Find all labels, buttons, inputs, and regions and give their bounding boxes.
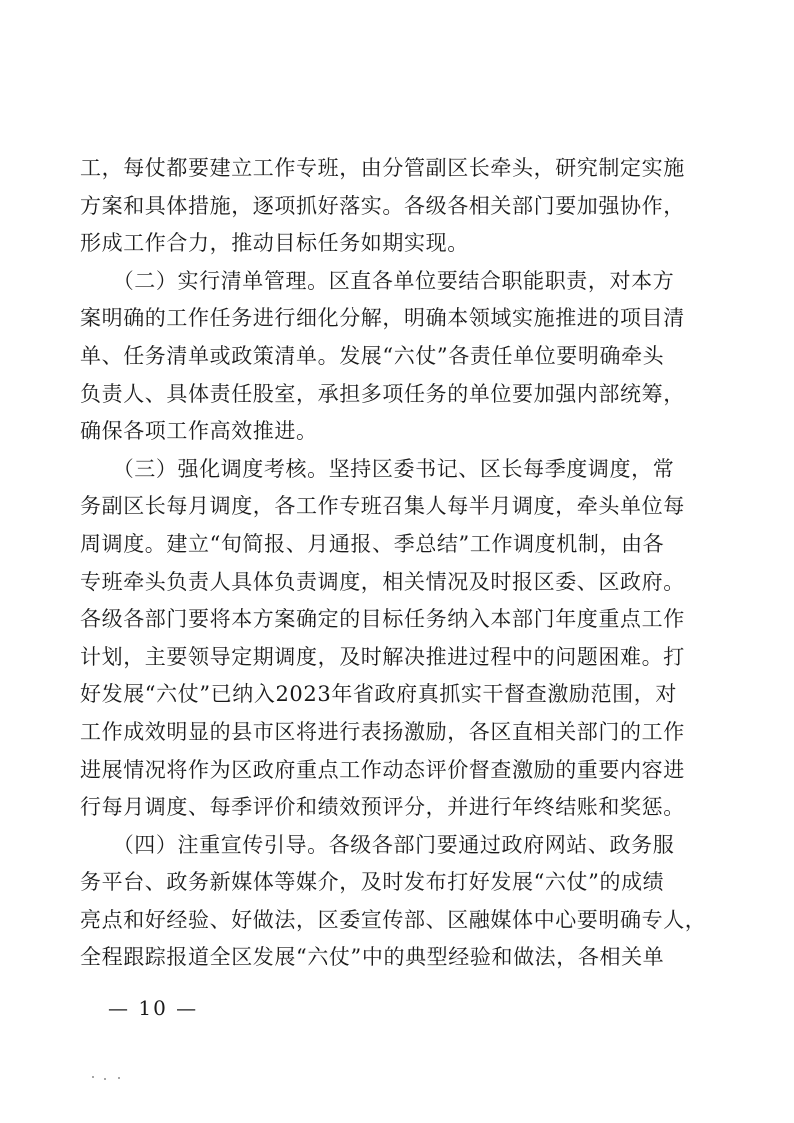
scan-speck <box>118 1077 120 1079</box>
text-line: 确保各项工作高效推进。 <box>80 419 318 444</box>
section-heading-line: （三）强化调度考核。坚持区委书记、区长每季度调度，常 <box>80 456 675 481</box>
text-line: 形成工作合力，推动目标任务如期实现。 <box>80 231 469 256</box>
text-line: 负责人、具体责任股室，承担多项任务的单位要加强内部统筹， <box>80 381 685 406</box>
text-line: 各级各部门要将本方案确定的目标任务纳入本部门年度重点工作 <box>80 607 685 632</box>
text-line: 计划，主要领导定期调度，及时解决推进过程中的问题困难。打 <box>80 644 685 669</box>
text-line: 专班牵头负责人具体负责调度，相关情况及时报区委、区政府。 <box>80 569 685 594</box>
text-line: 工作成效明显的县市区将进行表扬激励，各区直相关部门的工作 <box>80 719 685 744</box>
text-line: 全程跟踪报道全区发展“六仗”中的典型经验和做法，各相关单 <box>80 945 665 970</box>
scan-speck <box>92 1076 94 1078</box>
page-number: — 10 — <box>108 996 199 1020</box>
text-line: 亮点和好经验、好做法，区委宣传部、区融媒体中心要明确专人， <box>80 907 707 932</box>
text-line: 好发展“六仗”已纳入2023年省政府真抓实干督查激励范围，对 <box>80 682 677 707</box>
text-line: 务副区长每月调度，各工作专班召集人每半月调度，牵头单位每 <box>80 494 685 519</box>
scan-speck <box>104 1078 106 1080</box>
text-line: 工，每仗都要建立工作专班，由分管副区长牵头，研究制定实施 <box>80 156 685 180</box>
text-line: 进展情况将作为区政府重点工作动态评价督查激励的重要内容进 <box>80 757 685 782</box>
text-line: 案明确的工作任务进行细化分解，明确本领域实施推进的项目清 <box>80 306 685 331</box>
text-line: 行每月调度、每季评价和绩效预评分，并进行年终结账和奖惩。 <box>80 795 685 820</box>
text-line: 单、任务清单或政策清单。发展“六仗”各责任单位要明确牵头 <box>80 343 665 368</box>
body-text <box>80 150 720 977</box>
text-line: 务平台、政务新媒体等媒介，及时发布打好发展“六仗”的成绩 <box>80 870 665 895</box>
section-heading-line: （四）注重宣传引导。各级各部门要通过政府网站、政务服 <box>80 832 675 857</box>
section-heading-line: （二）实行清单管理。区直各单位要结合职能职责，对本方 <box>80 268 675 293</box>
text-line: 方案和具体措施，逐项抓好落实。各级各相关部门要加强协作， <box>80 193 685 218</box>
text-line: 周调度。建立“旬简报、月通报、季总结”工作调度机制，由各 <box>80 531 665 556</box>
